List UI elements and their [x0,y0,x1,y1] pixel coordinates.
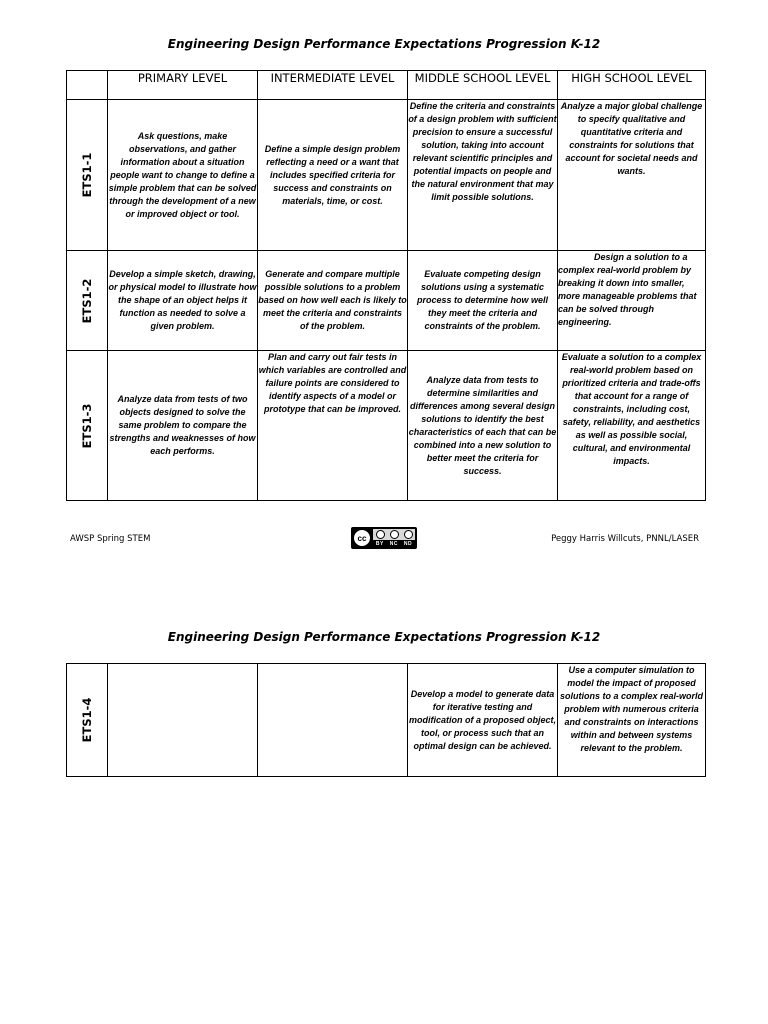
header-intermediate: INTERMEDIATE LEVEL [258,71,408,100]
cell-high-school: Design a solution to a complex real-world problem by breaking it down into smaller, more manageable problems that can be solved through engineering. [558,251,706,351]
creative-commons-license-icon [351,527,417,549]
footer-left: AWSP Spring STEM [70,534,151,544]
cell-high-school: Evaluate a solution to a complex real-world problem based on prioritized criteria and trade-offs that account for a range of constraints, including cost, safety, reliability, and aesthetics as well as possible social, cultural, and environmental impacts. [558,351,706,501]
table-row [67,100,706,251]
attribution-icon [376,530,385,539]
cell-high-school: Use a computer simulation to model the impact of proposed solutions to a complex real-world problem with numerous criteria and constraints on interactions within and between systems relevant to the problem. [558,664,706,777]
row-code: ETS1-4 [67,664,108,777]
cell-primary: Ask questions, make observations, and gather information about a situation people want to change to define a simple problem that can be solved through the development of a new or improved object or tool. [108,100,258,251]
progression-table-continued [66,663,706,777]
header-row [67,71,706,100]
cell-middle-school: Evaluate competing design solutions using a systematic process to determine how well they meet the criteria and constraints of the problem. [408,251,558,351]
footer-right: Peggy Harris Willcuts, PNNL/LASER [551,534,699,544]
table-row [67,664,706,777]
license-terms-icons [373,529,415,540]
noncommercial-icon [390,530,399,539]
progression-table [66,70,706,501]
cell-middle-school: Define the criteria and constraints of a design problem with sufficient precision to ensure a successful solution, taking into account relevant scientific principles and potential impacts on people and the natural environment that may limit possible solutions. [408,100,558,251]
page-title: Engineering Design Performance Expectations Progression K-12 [167,630,601,644]
cell-intermediate: Generate and compare multiple possible solutions to a problem based on how well each is likely to meet the criteria and constraints of the problem. [258,251,408,351]
cell-primary: Analyze data from tests of two objects designed to solve the same problem to compare the strengths and weaknesses of how each performs. [108,351,258,501]
noderivatives-icon [404,530,413,539]
cell-intermediate: Plan and carry out fair tests in which variables are controlled and failure points are considered to identify aspects of a model or prototype that can be improved. [258,351,408,501]
table-row [67,251,706,351]
cell-middle-school: Develop a model to generate data for iterative testing and modification of a proposed object, tool, or process such that an optimal design can be achieved. [408,664,558,777]
cell-intermediate: Define a simple design problem reflecting a need or a want that includes specified criteria for success and constraints on materials, time, or cost. [258,100,408,251]
cell-primary [108,664,258,777]
page-title: Engineering Design Performance Expectations Progression K-12 [167,37,601,51]
corner-cell [67,71,108,100]
cell-intermediate [258,664,408,777]
header-middle-school: MIDDLE SCHOOL LEVEL [408,71,558,100]
cell-middle-school: Analyze data from tests to determine similarities and differences among several design solutions to identify the best characteristics of each that can be combined into a new solution to better meet the criteria for success. [408,351,558,501]
row-code: ETS1-3 [67,351,108,501]
header-high-school: HIGH SCHOOL LEVEL [558,71,706,100]
row-code: ETS1-1 [67,100,108,251]
header-primary: PRIMARY LEVEL [108,71,258,100]
row-code: ETS1-2 [67,251,108,351]
license-terms-labels: BY NC ND [375,541,413,547]
cc-logo-icon: cc [353,529,371,547]
cell-primary: Develop a simple sketch, drawing, or physical model to illustrate how the shape of an object helps it function as needed to solve a given problem. [108,251,258,351]
table-row [67,351,706,501]
cell-high-school: Analyze a major global challenge to specify qualitative and quantitative criteria and constraints for solutions that account for societal needs and wants. [558,100,706,251]
